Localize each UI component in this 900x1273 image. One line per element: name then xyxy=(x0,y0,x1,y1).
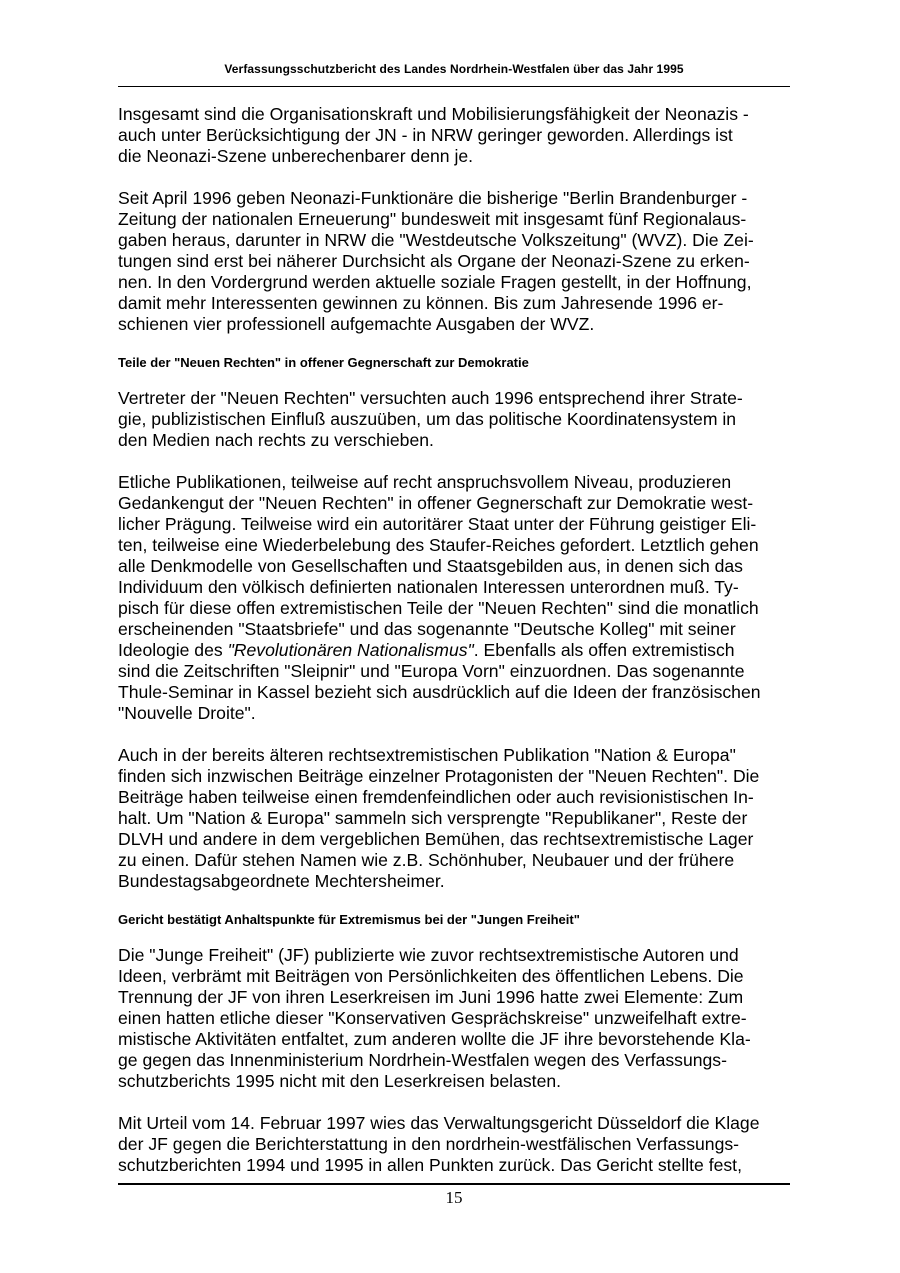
paragraph-publications xyxy=(118,472,790,724)
text-line: Auch in der bereits älteren rechtsextremistischen Publikation "Nation & Europa" xyxy=(118,745,736,765)
page-number: 15 xyxy=(445,1188,463,1207)
text-line: den Medien nach rechts zu verschieben. xyxy=(118,430,434,450)
text-segment: . Ebenfalls als offen extremistisch xyxy=(473,640,735,660)
text-line: pisch für diese offen extremistischen Teile der "Neuen Rechten" sind die monatlich xyxy=(118,598,759,618)
text-line: nen. In den Vordergrund werden aktuelle soziale Fragen gestellt, in der Hoffnung, xyxy=(118,272,752,292)
running-header: Verfassungsschutzbericht des Landes Nordrhein-Westfalen über das Jahr 1995 xyxy=(224,62,684,76)
paragraph-nation-europa xyxy=(118,745,790,892)
text-line: zu einen. Dafür stehen Namen wie z.B. Schönhuber, Neubauer und der frühere xyxy=(118,850,735,870)
text-line: Trennung der JF von ihren Leserkreisen im Juni 1996 hatte zwei Elemente: Zum xyxy=(118,987,744,1007)
text-line: damit mehr Interessenten gewinnen zu können. Bis zum Jahresende 1996 er- xyxy=(118,293,724,313)
paragraph-junge-freiheit xyxy=(118,945,790,1092)
paragraph-court-ruling xyxy=(118,1113,790,1176)
text-line: Insgesamt sind die Organisationskraft und Mobilisierungsfähigkeit der Neonazis - xyxy=(118,104,749,124)
paragraph-spacer xyxy=(118,167,790,188)
text-line: schienen vier professionell aufgemachte Ausgaben der WVZ. xyxy=(118,314,595,334)
text-line: die Neonazi-Szene unberechenbarer denn je. xyxy=(118,146,474,166)
paragraph-spacer xyxy=(118,892,790,909)
text-line: alle Denkmodelle von Gesellschaften und Staatsgebilden aus, in denen sich das xyxy=(118,556,743,576)
text-line: Die "Junge Freiheit" (JF) publizierte wie zuvor rechtsextremistische Autoren und xyxy=(118,945,739,965)
text-line: mistische Aktivitäten entfaltet, zum anderen wollte die JF ihre bevorstehende Kla- xyxy=(118,1029,751,1049)
text-line: licher Prägung. Teilweise wird ein autoritärer Staat unter der Führung geistiger Eli- xyxy=(118,514,757,534)
paragraph-spacer xyxy=(118,724,790,745)
footer-rule xyxy=(118,1183,790,1185)
text-line: Vertreter der "Neuen Rechten" versuchten auch 1996 entsprechend ihrer Strate- xyxy=(118,388,743,408)
section-heading-junge-freiheit: Gericht bestätigt Anhaltspunkte für Extremismus bei der "Jungen Freiheit" xyxy=(118,912,580,927)
text-line: gie, publizistischen Einfluß auszuüben, um das politische Koordinatensystem in xyxy=(118,409,737,429)
text-line: auch unter Berücksichtigung der JN - in NRW geringer geworden. Allerdings ist xyxy=(118,125,733,145)
text-line: schutzberichts 1995 nicht mit den Leserkreisen belasten. xyxy=(118,1071,562,1091)
text-line: schutzberichten 1994 und 1995 in allen Punkten zurück. Das Gericht stellte fest, xyxy=(118,1155,742,1175)
text-line: ge gegen das Innenministerium Nordrhein-Westfalen wegen des Verfassungs- xyxy=(118,1050,727,1070)
page-body xyxy=(118,104,790,1176)
text-line: "Nouvelle Droite". xyxy=(118,703,256,723)
text-line: einen hatten etliche dieser "Konservativen Gesprächskreise" unzweifelhaft extre- xyxy=(118,1008,747,1028)
italic-term: "Revolutionären Nationalismus" xyxy=(227,640,474,660)
paragraph-neue-rechte-strategy xyxy=(118,388,790,451)
text-line: der JF gegen die Berichterstattung in den nordrhein-westfälischen Verfassungs- xyxy=(118,1134,740,1154)
text-line: DLVH und andere in dem vergeblichen Bemühen, das rechtsextremistische Lager xyxy=(118,829,754,849)
text-line: Zeitung der nationalen Erneuerung" bundesweit mit insgesamt fünf Regionalaus- xyxy=(118,209,747,229)
text-line: gaben heraus, darunter in NRW die "Westdeutsche Volkszeitung" (WVZ). Die Zei- xyxy=(118,230,754,250)
paragraph-spacer xyxy=(118,930,790,945)
text-line: halt. Um "Nation & Europa" sammeln sich versprengte "Republikaner", Reste der xyxy=(118,808,748,828)
paragraph-spacer xyxy=(118,1092,790,1113)
text-line: Beiträge haben teilweise einen fremdenfeindlichen oder auch revisionistischen In- xyxy=(118,787,754,807)
paragraph-wvz-newspaper xyxy=(118,188,790,335)
text-line: sind die Zeitschriften "Sleipnir" und "Europa Vorn" einzuordnen. Das sogenannte xyxy=(118,661,745,681)
text-line: Individuum den völkisch definierten nationalen Interessen unterordnen muß. Ty- xyxy=(118,577,739,597)
header-rule xyxy=(118,86,790,87)
text-line: Mit Urteil vom 14. Februar 1997 wies das Verwaltungsgericht Düsseldorf die Klage xyxy=(118,1113,760,1133)
paragraph-spacer xyxy=(118,335,790,352)
text-line: Gedankengut der "Neuen Rechten" in offener Gegnerschaft zur Demokratie west- xyxy=(118,493,754,513)
text-line: erscheinenden "Staatsbriefe" und das sogenannte "Deutsche Kolleg" mit seiner xyxy=(118,619,736,639)
text-line: finden sich inzwischen Beiträge einzelner Protagonisten der "Neuen Rechten". Die xyxy=(118,766,760,786)
text-line-mixed xyxy=(118,640,790,661)
text-line: tungen sind erst bei näherer Durchsicht als Organe der Neonazi-Szene zu erken- xyxy=(118,251,750,271)
text-line: Etliche Publikationen, teilweise auf recht anspruchsvollem Niveau, produzieren xyxy=(118,472,732,492)
text-segment: Ideologie des xyxy=(118,640,228,660)
text-line: Bundestagsabgeordnete Mechtersheimer. xyxy=(118,871,445,891)
paragraph-spacer xyxy=(118,373,790,388)
paragraph-neonazi-mobilization xyxy=(118,104,790,167)
paragraph-spacer xyxy=(118,451,790,472)
text-line: ten, teilweise eine Wiederbelebung des Staufer-Reiches gefordert. Letztlich gehen xyxy=(118,535,759,555)
text-line: Thule-Seminar in Kassel bezieht sich ausdrücklich auf die Ideen der französischen xyxy=(118,682,761,702)
section-heading-neue-rechte: Teile der "Neuen Rechten" in offener Gegnerschaft zur Demokratie xyxy=(118,355,529,370)
text-line: Seit April 1996 geben Neonazi-Funktionäre die bisherige "Berlin Brandenburger - xyxy=(118,188,748,208)
text-line: Ideen, verbrämt mit Beiträgen von Persönlichkeiten des öffentlichen Lebens. Die xyxy=(118,966,744,986)
